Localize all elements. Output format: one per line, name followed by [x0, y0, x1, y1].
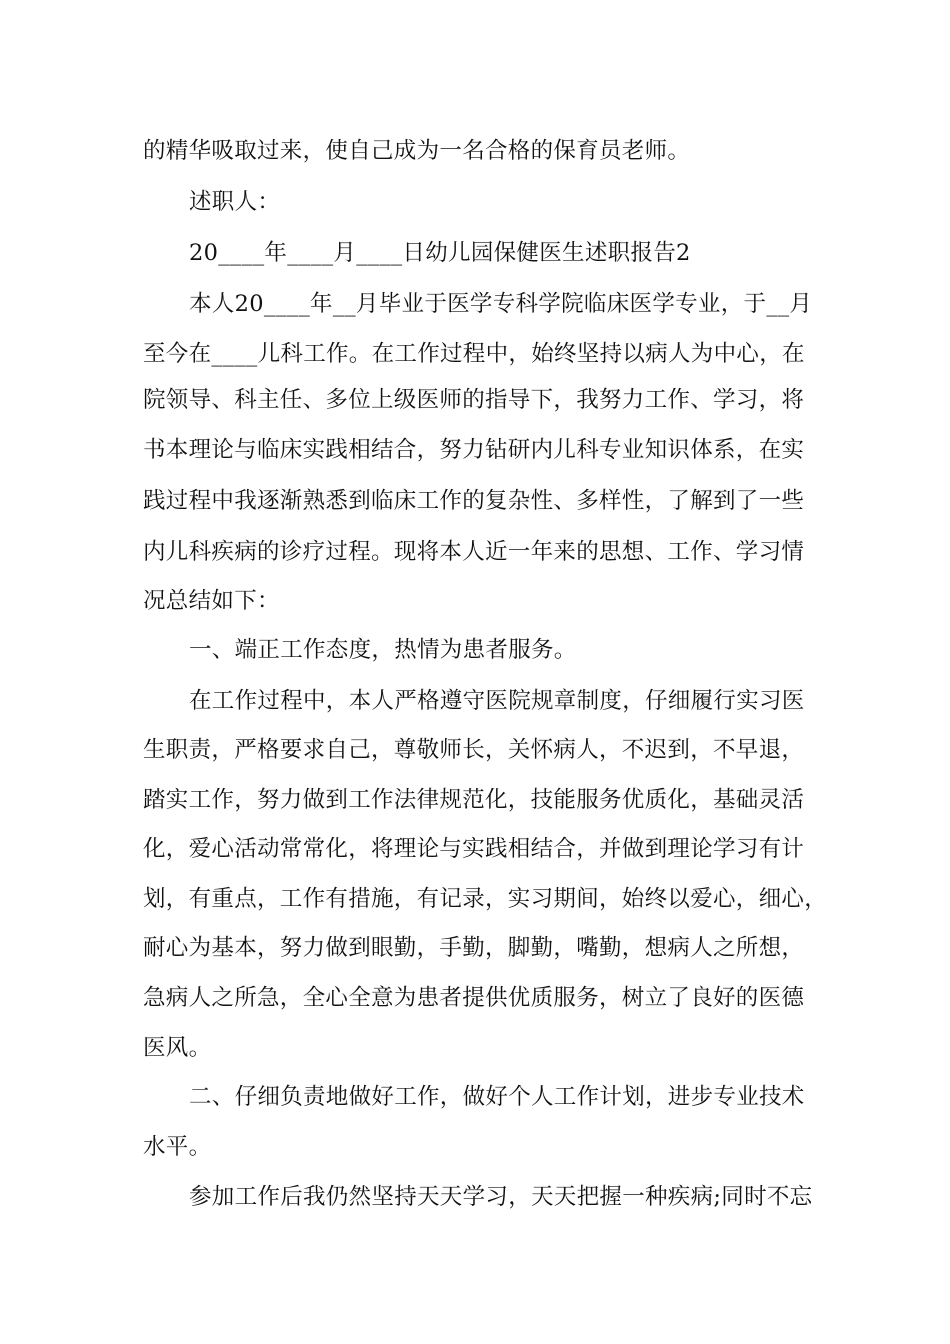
paragraph-line: 耐心为基本，努力做到眼勤，手勤，脚勤，嘴勤，想病人之所想， — [143, 935, 805, 961]
paragraph-line: 在工作过程中，本人严格遵守医院规章制度，仔细履行实习医 — [189, 688, 805, 714]
paragraph-line: 践过程中我逐渐熟悉到临床工作的复杂性、多样性，了解到了一些 — [143, 488, 805, 514]
paragraph-line: 内儿科疾病的诊疗过程。现将本人近一年来的思想、工作、学习情 — [143, 539, 805, 565]
paragraph-line: 划，有重点，工作有措施，有记录，实习期间，始终以爱心，细心， — [143, 886, 828, 912]
paragraph-line: 况总结如下： — [143, 588, 280, 614]
paragraph-line: 参加工作后我仍然坚持天天学习，天天把握一种疾病;同时不忘 — [189, 1184, 813, 1210]
section-heading: 一、端正工作态度，热情为患者服务。 — [189, 637, 577, 663]
paragraph-line: 生职责，严格要求自己，尊敬师长，关怀病人，不迟到，不早退， — [143, 737, 805, 763]
section-heading-continuation: 水平。 — [143, 1134, 212, 1160]
report-title: 20____年____月____日幼儿园保健医生述职报告2 — [189, 240, 691, 266]
paragraph-line: 化，爱心活动常常化，将理论与实践相结合，并做到理论学习有计 — [143, 836, 805, 862]
paragraph-line: 院领导、科主任、多位上级医师的指导下，我努力工作、学习，将 — [143, 387, 805, 413]
paragraph-line: 至今在____儿科工作。在工作过程中，始终坚持以病人为中心，在 — [143, 341, 805, 367]
paragraph-line: 的精华吸取过来，使自己成为一名合格的保育员老师。 — [143, 138, 691, 164]
paragraph-line: 医风。 — [143, 1035, 212, 1061]
section-heading: 二、仔细负责地做好工作，做好个人工作计划，进步专业技术 — [189, 1084, 805, 1110]
paragraph-line: 踏实工作，努力做到工作法律规范化，技能服务优质化，基础灵活 — [143, 787, 805, 813]
signature-label: 述职人： — [189, 189, 281, 215]
paragraph-line: 书本理论与临床实践相结合，努力钻研内儿科专业知识体系，在实 — [143, 437, 805, 463]
paragraph-line: 本人20____年__月毕业于医学专科学院临床医学专业，于__月 — [189, 291, 813, 317]
paragraph-line: 急病人之所急，全心全意为患者提供优质服务，树立了良好的医德 — [143, 985, 805, 1011]
